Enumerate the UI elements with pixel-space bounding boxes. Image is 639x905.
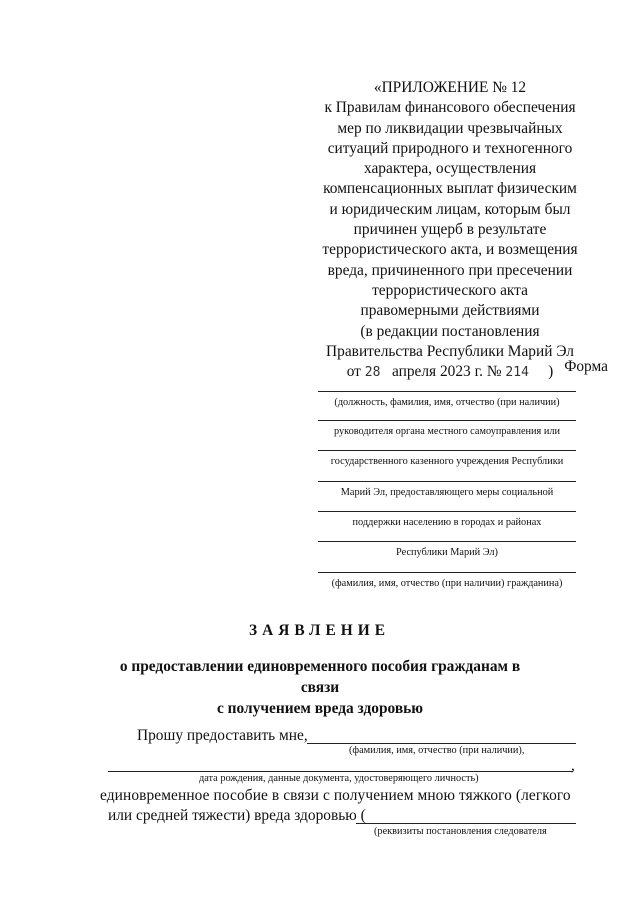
fio-fill-line: [307, 743, 576, 744]
requisites-fill-line: [356, 823, 576, 824]
date-day: 28: [364, 365, 381, 381]
annex-line: мер по ликвидации чрезвычайных: [337, 119, 563, 137]
fill-line: [318, 572, 576, 573]
annex-line: компенсационных выплат физическим: [323, 180, 577, 198]
annex-date-line: [300, 362, 600, 383]
addressee-field: [318, 572, 576, 590]
birth-fill-line: [108, 771, 573, 772]
addressee-field: [318, 391, 576, 409]
field-caption: (фамилия, имя, отчество (при наличии) гражданина): [331, 578, 563, 589]
addressee-field: [318, 450, 576, 468]
request-text: Прошу предоставить мне,: [137, 727, 308, 744]
resolution-number: 214: [505, 365, 529, 381]
addressee-field: [318, 541, 576, 559]
annex-line: к Правилам финансового обеспечения: [324, 99, 576, 117]
document-title: ЗАЯВЛЕНИЕ: [249, 622, 390, 639]
annex-line: ситуаций природного и техногенного: [327, 139, 573, 157]
requisites-caption: (реквизиты постановления следователя: [374, 826, 547, 837]
fill-line: [318, 391, 576, 392]
annex-line: правомерными действиями: [360, 302, 540, 320]
annex-line: (в редакции постановления: [360, 322, 540, 340]
annex-line: Правительства Республики Марий Эл: [326, 342, 574, 360]
subtitle-line: с получением вреда здоровью: [216, 700, 424, 717]
body-line: единовременное пособие в связи с получением мною тяжкого (легкого: [100, 787, 571, 804]
annex-line: «ПРИЛОЖЕНИЕ № 12: [373, 79, 527, 96]
document-subtitle: [100, 656, 540, 719]
fill-line: [318, 450, 576, 451]
fio-caption: (фамилия, имя, отчество (при наличии),: [349, 745, 525, 756]
birth-caption: дата рождения, данные документа, удостоверяющего личность): [199, 773, 479, 784]
form-label: Форма: [564, 358, 608, 375]
annex-line: террористического акта: [372, 281, 528, 299]
addressee-field: [318, 511, 576, 529]
date-prefix: от: [346, 363, 361, 381]
field-caption: (должность, фамилия, имя, отчество (при наличии): [334, 397, 560, 408]
field-caption: Марий Эл, предоставляющего меры социальной: [340, 487, 554, 498]
field-caption: государственного казенного учреждения Республики: [330, 456, 564, 467]
field-caption: Республики Марий Эл): [396, 547, 498, 558]
date-close: ): [548, 363, 554, 381]
subtitle-line: о предоставлении единовременного пособия гражданам в связи: [119, 658, 521, 696]
fill-line: [318, 541, 576, 542]
addressee-field: [318, 420, 576, 438]
fill-line: [318, 511, 576, 512]
annex-line: террористического акта, и возмещения: [322, 241, 578, 259]
comma: ,: [571, 757, 575, 774]
fill-line: [318, 420, 576, 421]
body-line: или средней тяжести) вреда здоровью (: [108, 807, 366, 824]
annex-header: [300, 78, 600, 383]
addressee-field: [318, 481, 576, 499]
fill-line: [318, 481, 576, 482]
field-caption: поддержки населению в городах и районах: [352, 517, 542, 528]
annex-line: характера, осуществления: [363, 160, 537, 178]
annex-line: и юридическим лицам, которым был: [329, 200, 571, 218]
annex-line: вреда, причиненного при пресечении: [327, 261, 573, 279]
field-caption: руководителя органа местного самоуправления или: [333, 426, 561, 437]
date-rest: апреля 2023 г. №: [391, 363, 502, 381]
annex-line: причинен ущерб в результате: [353, 221, 547, 239]
